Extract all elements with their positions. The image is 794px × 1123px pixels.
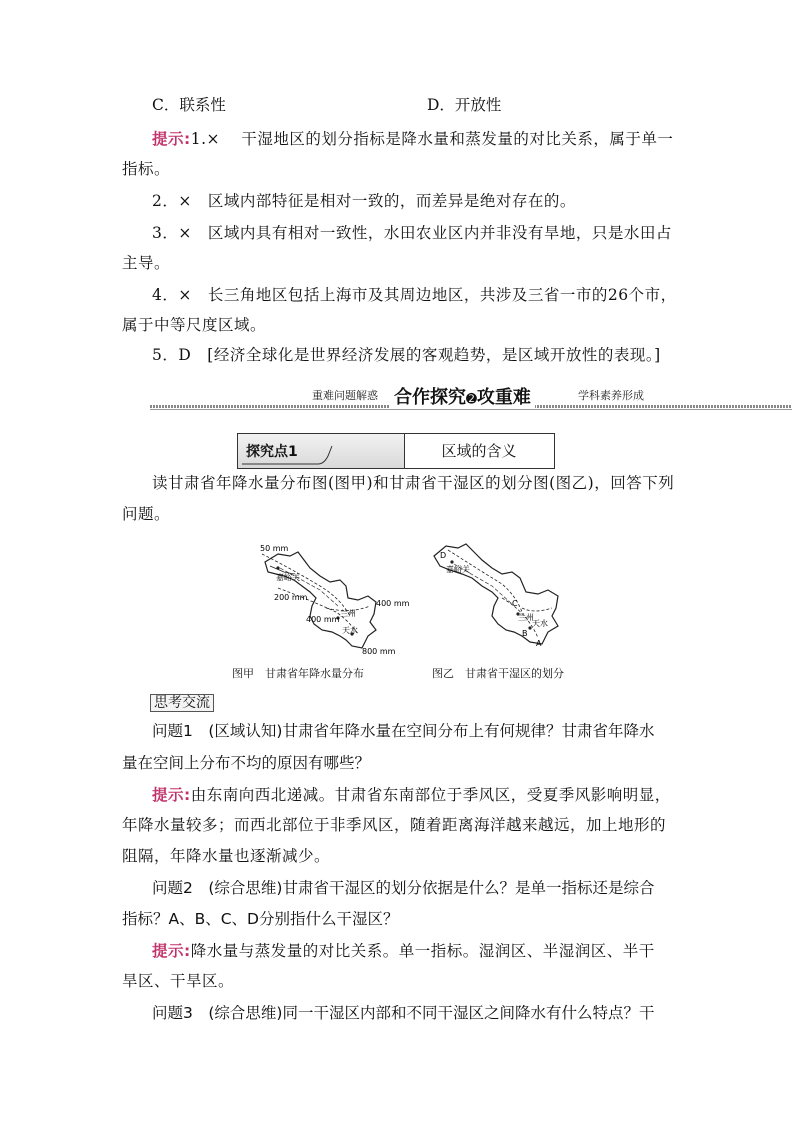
option-c: C．联系性: [152, 96, 226, 114]
label-jiayuguan: 嘉峪关: [276, 573, 300, 582]
q2-hint-line1: 降水量与蒸发量的对比关系。单一指标。湿润区、半湿润区、半干: [190, 942, 655, 960]
answer-2: 2．× 区域内部特征是相对一致的，而差异是绝对存在的。: [152, 192, 576, 210]
q1-hint: [122, 784, 674, 806]
label-tianshui-2: 天水: [532, 619, 548, 628]
answer-3-line2: 主导。: [122, 254, 171, 272]
double-chevron-icon: ➋: [466, 392, 477, 407]
label-400mm-right: 400 mm: [376, 599, 410, 608]
label-zone-d: D: [440, 551, 447, 560]
label-200mm: 200 mm: [274, 593, 308, 602]
jiayuguan-dot: [276, 566, 279, 569]
label-lanzhou: 兰州: [340, 609, 356, 618]
q1-line1: 问题1 (区域认知)甘肃省年降水量在空间分布上有何规律？甘肃省年降水: [152, 722, 655, 740]
q2-line1: 问题2 (综合思维)甘肃省干湿区的划分依据是什么？是单一指标还是综合: [152, 879, 655, 897]
label-zone-c: C: [512, 599, 518, 608]
dry-wet-zone-map: [426, 538, 586, 656]
q1-hint-line1: 由东南向西北递减。甘肃省东南部位于季风区，受夏季风影响明显，: [190, 786, 671, 804]
label-400mm-left: 400 mm: [306, 615, 340, 624]
banner-main-text: 合作探究➋攻重难: [390, 383, 535, 409]
answer-1: [122, 128, 674, 150]
answer-5: 5．D [经济全球化是世界经济发展的客观趋势，是区域开放性的表现。]: [152, 346, 661, 364]
label-tianshui: 天水: [342, 626, 358, 635]
q2-hint: [122, 940, 674, 962]
option-row: [122, 94, 674, 116]
intro-line2: 问题。: [122, 505, 171, 523]
point-tab: 探究点1: [246, 444, 298, 460]
map2-caption: 图乙 甘肃省干湿区的划分: [432, 667, 564, 680]
q2-hint-label: 提示:: [152, 942, 191, 960]
q3-line1: 问题3 (综合思维)同一干湿区内部和不同干湿区之间降水有什么特点？干: [152, 1004, 655, 1022]
answer-1-line2: 指标。: [122, 160, 171, 178]
label-zone-b: B: [522, 629, 528, 638]
point-title: 区域的含义: [441, 442, 517, 460]
label-jiayuguan-2: 嘉峪关: [446, 565, 470, 574]
q1-line2: 量在空间上分布不均的原因有哪些？: [122, 754, 371, 772]
answer-3-line1: 3．× 区域内具有相对一致性，水田农业区内并非没有旱地，只是水田占: [152, 224, 672, 242]
q2-hint-line2: 旱区、干旱区。: [122, 972, 235, 990]
q2-line2: 指标？A、B、C、D分别指什么干湿区？: [122, 910, 399, 928]
banner-right-text: 学科素养形成: [574, 387, 648, 403]
discussion-label: 思考交流: [150, 694, 214, 712]
map1-caption: 图甲 甘肃省年降水量分布: [232, 667, 364, 680]
answer-4-line2: 属于中等尺度区域。: [122, 316, 267, 334]
banner-left-text: 重难问题解惑: [308, 387, 382, 403]
answer-1-line1: 1.× 干湿地区的划分指标是降水量和蒸发量的对比关系，属于单一: [190, 130, 674, 148]
precipitation-map: [250, 540, 410, 658]
label-800mm: 800 mm: [362, 647, 396, 656]
label-50mm: 50 mm: [260, 544, 289, 553]
intro-line1: 读甘肃省年降水量分布图(图甲)和甘肃省干湿区的划分图(图乙)，回答下列: [152, 474, 675, 492]
answer-4-line1: 4．× 长三角地区包括上海市及其周边地区，共涉及三省一市的26个市，: [152, 286, 677, 304]
label-zone-a: A: [536, 639, 542, 648]
option-d: D．开放性: [427, 96, 502, 114]
q1-hint-line3: 阻隔，年降水量也逐渐减少。: [122, 847, 331, 865]
tab-underline: [238, 434, 404, 468]
section-banner: [150, 383, 792, 413]
label-lanzhou-2: 兰州: [518, 613, 534, 622]
q1-hint-label: 提示:: [152, 786, 191, 804]
hint-label: 提示:: [152, 130, 191, 148]
exploration-point-table: [237, 433, 555, 469]
gansu-outline-2: [434, 544, 558, 644]
q1-hint-line2: 年降水量较多；而西北部位于非季风区，随着距离海洋越来越远，加上地形的: [122, 816, 667, 834]
